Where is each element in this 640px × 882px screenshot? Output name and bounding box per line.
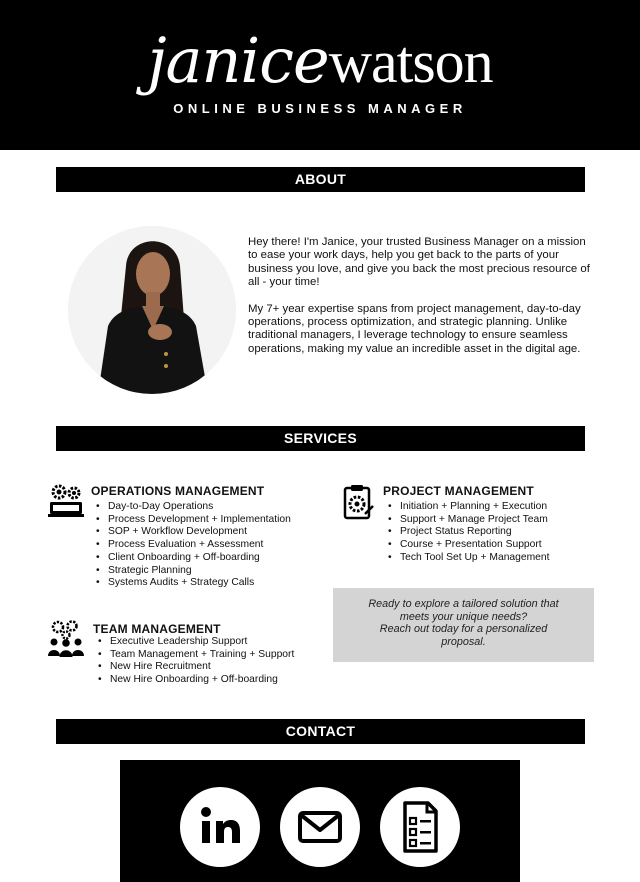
team-list — [97, 636, 294, 687]
profile-photo — [68, 226, 236, 394]
form-button[interactable] — [380, 787, 460, 867]
list-item: • New Hire Recruitment — [97, 661, 294, 674]
brand-logo — [0, 24, 640, 97]
email-button[interactable] — [280, 787, 360, 867]
operations-gears-icon — [47, 483, 85, 521]
project-title: PROJECT MANAGEMENT — [383, 484, 534, 498]
list-item: • Executive Leadership Support — [97, 636, 294, 649]
contact-heading: CONTACT — [56, 719, 585, 744]
project-list — [387, 501, 550, 565]
clipboard-gear-icon — [341, 484, 375, 520]
list-item: • Project Status Reporting — [387, 526, 550, 539]
job-title: ONLINE BUSINESS MANAGER — [173, 101, 467, 116]
list-item: • Day-to-Day Operations — [95, 501, 291, 514]
list-item: • Systems Audits + Strategy Calls — [95, 577, 291, 590]
team-gears-icon — [46, 620, 86, 658]
operations-title: OPERATIONS MANAGEMENT — [91, 484, 265, 498]
list-item: • Support + Manage Project Team — [387, 514, 550, 527]
list-item: • Initiation + Planning + Execution — [387, 501, 550, 514]
header-banner — [0, 0, 640, 150]
operations-list — [95, 501, 291, 590]
brand-last-name: watson — [328, 29, 493, 95]
team-title: TEAM MANAGEMENT — [93, 622, 221, 636]
services-heading: SERVICES — [56, 426, 585, 451]
contact-panel — [120, 760, 520, 882]
list-item: • Course + Presentation Support — [387, 539, 550, 552]
about-paragraph-2: My 7+ year expertise spans from project management, day-to-day operations, process optimization, and strategic planning. Unlike traditional managers, I leverage technology to ensure seamless operations, making my value an incredible asset in the digital age. — [248, 302, 581, 355]
about-heading: ABOUT — [56, 167, 585, 192]
list-item: • Process Development + Implementation — [95, 514, 291, 527]
list-item: • Process Evaluation + Assessment — [95, 539, 291, 552]
portrait-illustration — [68, 226, 236, 394]
about-text — [248, 236, 593, 356]
list-item: • Strategic Planning — [95, 565, 291, 578]
email-icon — [280, 787, 360, 867]
brand-first-name: janice — [147, 24, 329, 97]
cta-box — [333, 588, 594, 662]
about-paragraph-1: Hey there! I'm Janice, your trusted Business Manager on a mission to ease your work days, help you get back to the parts of your business you love, and give you back the most precious resource of all - your time! — [248, 236, 590, 289]
list-item: • New Hire Onboarding + Off-boarding — [97, 674, 294, 687]
cta-line-2: Reach out today for a personalized proposal. — [379, 623, 548, 648]
cta-line-1: Ready to explore a tailored solution that meets your unique needs? — [368, 598, 559, 623]
cta-text — [333, 598, 594, 648]
list-item: • SOP + Workflow Development — [95, 526, 291, 539]
linkedin-button[interactable] — [180, 787, 260, 867]
form-icon — [380, 787, 460, 867]
list-item: • Team Management + Training + Support — [97, 649, 294, 662]
list-item: • Client Onboarding + Off-boarding — [95, 552, 291, 565]
linkedin-icon — [180, 787, 260, 867]
list-item: • Tech Tool Set Up + Management — [387, 552, 550, 565]
